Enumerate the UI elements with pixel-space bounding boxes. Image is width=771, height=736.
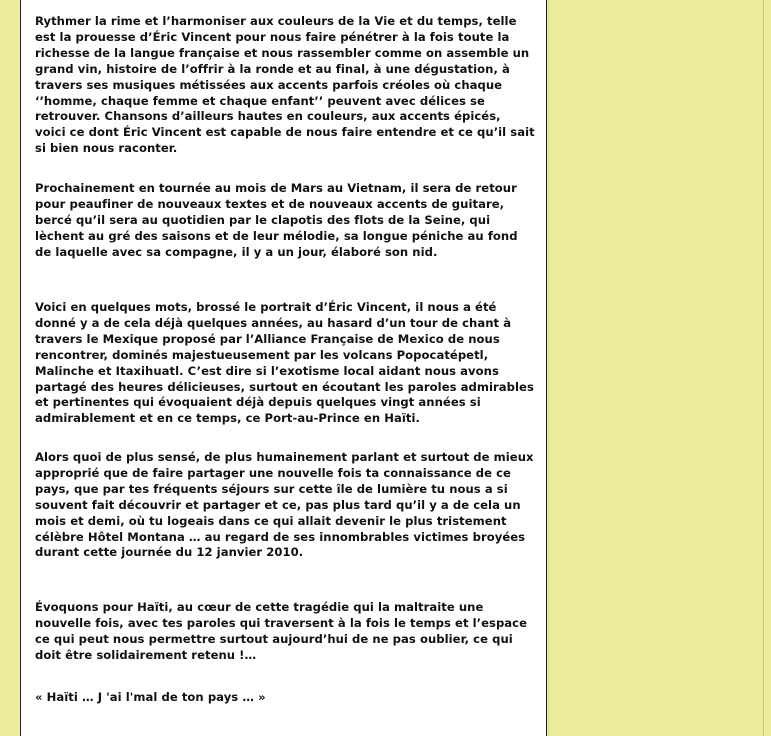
article-column xyxy=(20,0,547,736)
paragraph-song-title: « Haïti … J 'ai l'mal de ton pays … » xyxy=(35,690,266,704)
paragraph-portrait: Voici en quelques mots, brossé le portrait d’Éric Vincent, il nous a été donné y a de cela déjà quelques années, au hasard d’un tour de chant à travers le Mexique proposé par l’Alliance Française de Mexico de nous rencontrer, dominés majestueusement par les volcans Popocatépetl, Malinche et Itaxihuatl. C’est dire si l’exotisme local aidant nous avons partagé des heures délicieuses, surtout en écoutant les paroles admirables et pertinentes qui évoquaient déjà depuis quelques vingt années si admirablement et en ce temps, ce Port-au-Prince en Haïti. xyxy=(35,300,534,426)
paragraph-intro: Rythmer la rime et l’harmoniser aux couleurs de la Vie et du temps, telle est la prouesse d’Éric Vincent pour nous faire pénétrer à la fois toute la richesse de la langue française et nous rassembler comme on assemble un grand vin, histoire de l’offrir à la ronde et au final, à une dégustation, à travers ses musiques métissées aux accents parfois créoles où chaque ‘’homme, chaque femme et chaque enfant’’ peuvent avec délices se retrouver. Chansons d’ailleurs hautes en couleurs, aux accents épicés, voici ce dont Éric Vincent est capable de nous faire entendre et ce qu’il sait si bien nous raconter. xyxy=(35,14,535,156)
paragraph-tour: Prochainement en tournée au mois de Mars au Vietnam, il sera de retour pour peaufiner de nouveaux textes et de nouveaux accents de guitare, bercé qu’il sera au quotidien par le clapotis des flots de la Seine, qui lèchent au gré des saisons et de leur mélodie, sa longue péniche au fond de laquelle avec sa compagne, il y a un jour, élaboré son nid. xyxy=(35,181,518,259)
paragraph-haiti: Alors quoi de plus sensé, de plus humainement parlant et surtout de mieux approprié que de faire partager une nouvelle fois ta connaissance de ce pays, que par tes fréquents séjours sur cette île de lumière tu nous a si souvent fait découvrir et partager et ce, pas plus tard qu’il y a de cela un mois et demi, où tu logeais dans ce qui allait devenir le plus tristement célèbre Hôtel Montana … au regard de ses innombrables victimes broyées durant cette journée du 12 janvier 2010. xyxy=(35,450,534,560)
paragraph-tragedy: Évoquons pour Haïti, au cœur de cette tragédie qui la maltraite une nouvelle fois, avec tes paroles qui traversent à la fois le temps et l’espace ce qui peut nous permettre surtout aujourd’hui de ne pas oublier, ce qui doit être solidairement retenu !… xyxy=(35,600,528,662)
sidebar-panel xyxy=(548,0,764,736)
